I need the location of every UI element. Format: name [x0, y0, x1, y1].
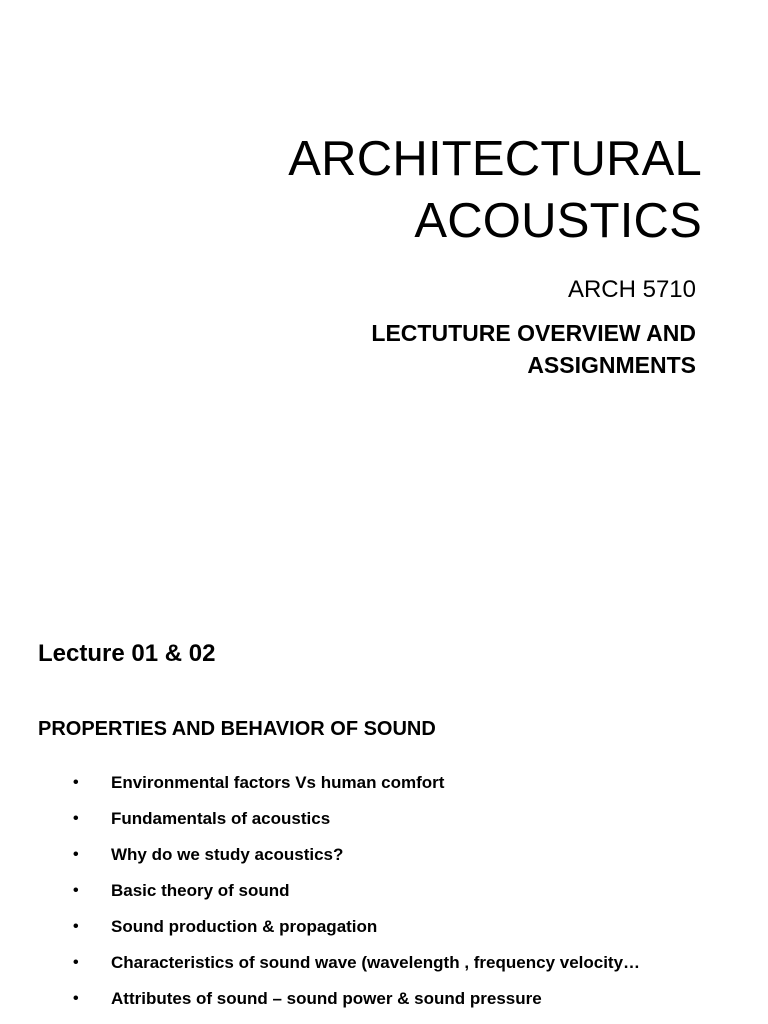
bullet-icon: •	[73, 774, 79, 791]
bullet-icon: •	[73, 990, 79, 1007]
list-item-text: Sound production & propagation	[111, 917, 378, 936]
list-item	[0, 837, 768, 873]
list-item	[0, 801, 768, 837]
bullet-icon: •	[73, 954, 79, 971]
list-item	[0, 873, 768, 909]
list-item-text: Characteristics of sound wave (wavelength , frequency velocity…	[111, 953, 641, 972]
list-item-text: Fundamentals of acoustics	[111, 809, 331, 828]
lecture-heading: Lecture 01 & 02	[38, 640, 216, 667]
list-item-text: Basic theory of sound	[111, 881, 290, 900]
section-heading: PROPERTIES AND BEHAVIOR OF SOUND	[38, 718, 436, 740]
list-item	[0, 765, 768, 801]
title-line-2: ACOUSTICS	[414, 194, 702, 248]
list-item-text: Attributes of sound – sound power & sound pressure	[111, 989, 542, 1008]
bullet-icon: •	[73, 810, 79, 827]
list-item-text: Why do we study acoustics?	[111, 845, 344, 864]
subtitle-line-1: LECTUTURE OVERVIEW AND	[371, 320, 696, 346]
bullet-icon: •	[73, 918, 79, 935]
list-item	[0, 981, 768, 1017]
course-code: ARCH 5710	[567, 276, 696, 303]
bullet-icon: •	[73, 882, 79, 899]
slide-title	[288, 128, 702, 252]
slide-subtitle	[371, 317, 696, 381]
bullet-icon: •	[73, 846, 79, 863]
title-line-1: ARCHITECTURAL	[288, 132, 702, 186]
list-item	[0, 909, 768, 945]
list-item-text: Environmental factors Vs human comfort	[111, 773, 445, 792]
subtitle-line-2: ASSIGNMENTS	[527, 352, 696, 378]
list-item	[0, 945, 768, 981]
topic-list	[0, 765, 768, 1017]
